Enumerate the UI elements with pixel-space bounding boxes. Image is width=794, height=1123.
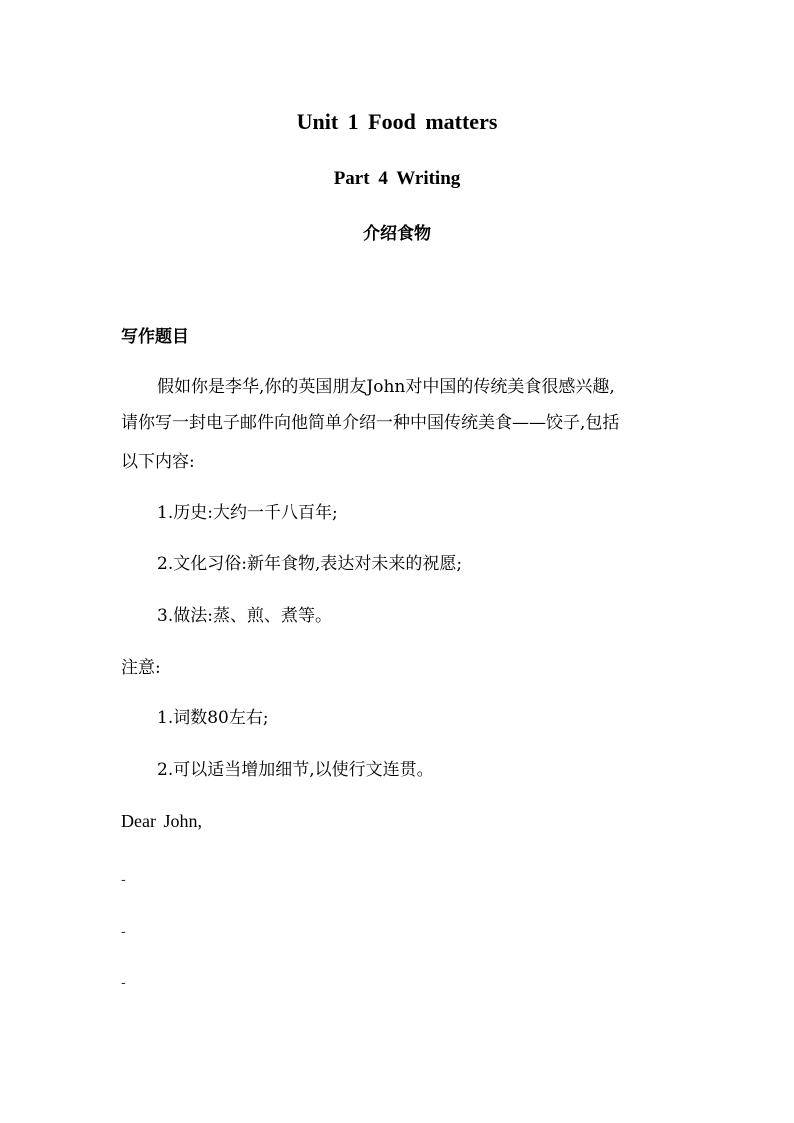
answer-blank-line-1[interactable]: -: [121, 872, 126, 888]
note-item-2: 2.可以适当增加细节,以使行文连贯。: [157, 760, 434, 780]
task-intro-line-3: 以下内容:: [121, 452, 195, 472]
note-item-1: 1.词数80左右;: [157, 708, 269, 728]
topic-title: 介绍食物: [363, 224, 431, 244]
notes-heading: 注意:: [121, 658, 161, 678]
task-intro-line-1: 假如你是李华,你的英国朋友John对中国的传统美食很感兴趣,: [157, 377, 615, 397]
answer-blank-line-2[interactable]: -: [121, 924, 126, 940]
task-intro-line-2: 请你写一封电子邮件向他简单介绍一种中国传统美食——饺子,包括: [121, 413, 620, 433]
task-point-3: 3.做法:蒸、煎、煮等。: [157, 606, 332, 626]
letter-greeting: Dear John,: [121, 811, 202, 831]
task-point-1: 1.历史:大约一千八百年;: [157, 503, 338, 523]
answer-blank-line-3[interactable]: -: [121, 975, 126, 991]
page-title: Unit 1 Food matters: [296, 109, 498, 134]
task-heading: 写作题目: [121, 327, 189, 347]
section-subtitle: Part 4 Writing: [333, 168, 461, 189]
task-point-2: 2.文化习俗:新年食物,表达对未来的祝愿;: [157, 554, 463, 574]
